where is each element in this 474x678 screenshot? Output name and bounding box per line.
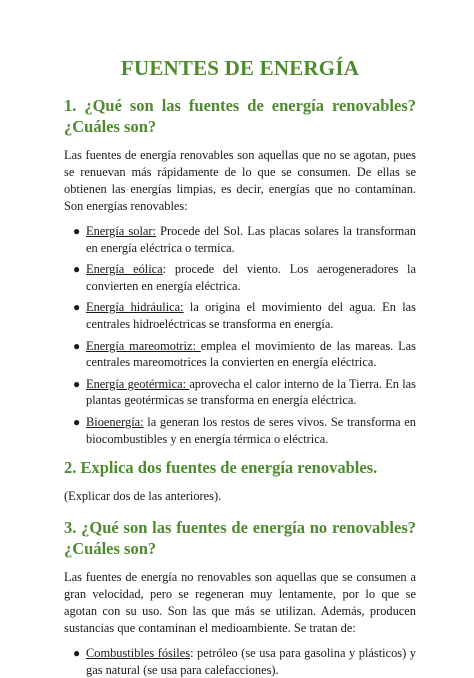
list-item — [73, 414, 416, 447]
list-item — [73, 376, 416, 409]
item-text: Procede del Sol. Las placas solares la transforman en energía eléctrica o termica. — [86, 224, 417, 255]
section-nonrenewables — [64, 517, 416, 678]
item-term: Energía geotérmica: — [86, 376, 190, 391]
renewables-list — [64, 223, 416, 447]
item-term: Combustibles fósiles — [86, 646, 191, 661]
section-paragraph: (Explicar dos de las anteriores). — [64, 489, 222, 504]
section-heading: 3. ¿Qué son las fuentes de energía no renovables? ¿Cuáles son? — [64, 518, 416, 559]
item-term: Energía eólica — [86, 262, 163, 277]
section-paragraph: Las fuentes de energía renovables son aquellas que no se agotan, pues se renuevan más rápidamente de lo que se consumen. De ellas se obtienen las energías limpias, es decir, energías que no contaminan. Son energías renovables: — [64, 148, 416, 213]
item-term: Energía hidráulica: — [86, 300, 184, 315]
list-item — [73, 338, 417, 371]
bullet-icon: ● — [73, 300, 81, 315]
document-title: FUENTES DE ENERGÍA — [120, 56, 360, 80]
bullet-icon: ● — [73, 224, 81, 238]
item-term: Energía solar: — [86, 224, 156, 238]
item-text: la origina el movimiento del agua. En las centrales hidroeléctricas se transforma en energía. — [86, 300, 416, 331]
section-paragraph: Las fuentes de energía no renovables son aquellas que se consumen a gran velocidad, pero se regeneran muy lentamente, por lo que se agotan con su uso. Son las que más se utilizan. Además, producen sustancias que contaminan el medioambiente. Se tratan de: — [64, 570, 416, 636]
bullet-icon: ● — [73, 262, 81, 277]
section-explain — [64, 457, 416, 505]
list-item — [73, 223, 417, 256]
list-item — [73, 645, 416, 678]
list-item — [73, 261, 416, 294]
bullet-icon: ● — [73, 414, 81, 429]
nonrenewables-list — [64, 645, 416, 678]
bullet-icon: ● — [73, 646, 81, 661]
item-text: la generan los restos de seres vivos. Se transforma en biocombustibles y en energía térmica o eléctrica. — [86, 414, 416, 446]
item-text: aprovecha el calor interno de la Tierra. En las plantas geotérmicas se transforma en energía eléctrica. — [86, 376, 416, 408]
item-text: : petróleo (se usa para gasolina y plásticos) y gas natural (se usa para calefacciones). — [86, 646, 416, 677]
item-text: : procede del viento. Los aerogeneradores la convierten en energía eléctrica. — [86, 262, 416, 293]
section-renewables — [64, 95, 416, 447]
item-text: emplea el movimiento de las mareas. Las centrales mareomotrices la convierten en energía eléctrica. — [86, 338, 417, 370]
item-term: Energía mareomotriz: — [86, 338, 201, 353]
list-item — [73, 299, 416, 332]
section-heading: 2. Explica dos fuentes de energía renovables. — [64, 458, 378, 478]
bullet-icon: ● — [73, 376, 81, 391]
item-term: Bioenergía: — [86, 414, 144, 429]
section-heading: 1. ¿Qué son las fuentes de energía renovables? ¿Cuáles son? — [64, 96, 416, 136]
bullet-icon: ● — [73, 338, 81, 353]
